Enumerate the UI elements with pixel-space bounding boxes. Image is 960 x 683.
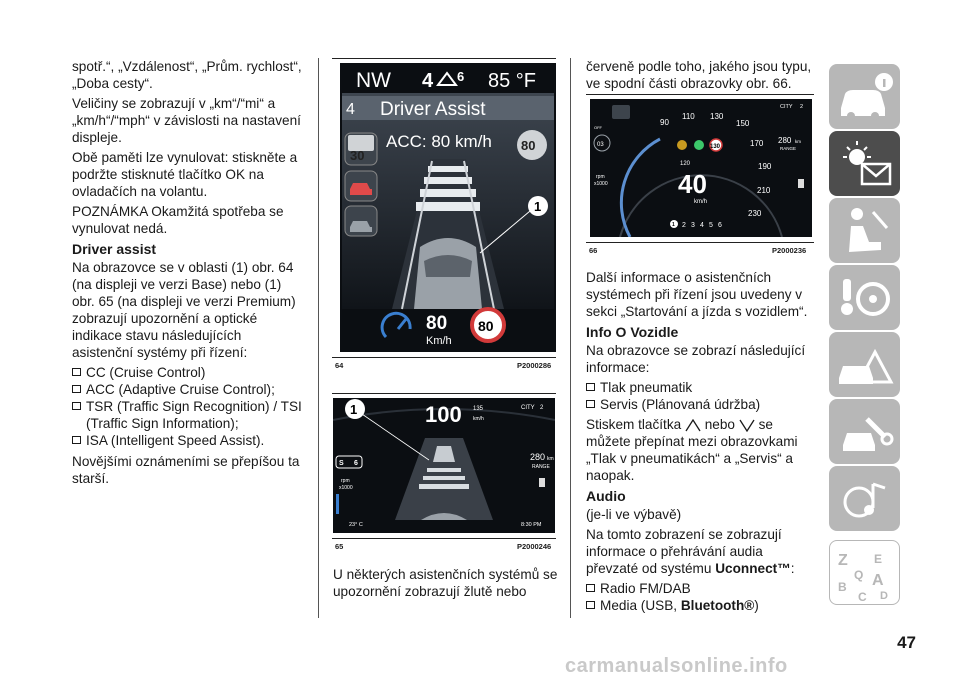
paragraph: Veličiny se zobrazují v „km“/“mi“ a „km/h“/“mph“ v závislosti na nastavení displeje. — [72, 96, 301, 145]
svg-text:B: B — [838, 580, 847, 594]
list-item: TSR (Traffic Sign Recognition) / TSI (Traffic Sign Information); — [72, 398, 304, 432]
page-number: 47 — [897, 633, 916, 652]
svg-text:130: 130 — [710, 112, 724, 121]
svg-text:210: 210 — [757, 186, 771, 195]
list-item: Tlak pneumatik — [586, 379, 818, 396]
paragraph: Na obrazovce se v oblasti (1) obr. 64 (na displeji ve verzi Base) nebo (1) obr. 65 (na displeji ve verzi Premium) zobrazují upozornění a optické indikace stavu následujících asistenční systémy při řízení: — [72, 260, 296, 360]
figure-code: P2000286 — [517, 361, 552, 370]
svg-text:E: E — [874, 552, 883, 566]
svg-text:280: 280 — [778, 136, 792, 145]
paragraph: červeně podle toho, jakého jsou typu, ve spodní části obrazovky obr. 66. — [586, 59, 812, 91]
svg-text:120: 120 — [680, 161, 691, 167]
paragraph: Obě paměti lze vynulovat: stiskněte a podržte stisknuté tlačítko OK na ovladačích na volantu. — [72, 150, 298, 199]
outside-temperature: 85 °F — [488, 70, 537, 92]
list-item: Radio FM/DAB — [586, 580, 818, 597]
tab-emergency[interactable] — [829, 332, 900, 397]
arrow-up-button-icon — [685, 419, 701, 432]
bullet-box-icon — [72, 385, 81, 393]
svg-text:km: km — [547, 456, 554, 462]
warning-icon — [677, 140, 687, 150]
svg-text:RANGE: RANGE — [532, 464, 550, 470]
bullet-box-icon — [586, 584, 595, 592]
right-column-bottom — [586, 269, 818, 614]
gear-indicator: 4 — [422, 70, 434, 92]
svg-text:6: 6 — [457, 69, 465, 84]
index-letters-icon — [830, 541, 901, 606]
svg-text:110: 110 — [682, 112, 695, 121]
paragraph: Další informace o asistenčních systémech při řízení jsou uvedeny v sekci „Startování a jízda s vozidlem“. — [586, 270, 808, 319]
figure-number: 65 — [335, 542, 344, 551]
list-item: CC (Cruise Control) — [72, 364, 304, 381]
paragraph: Na obrazovce se zobrazí následující informace: — [586, 343, 806, 375]
figure-number: 64 — [335, 361, 344, 370]
paragraph: Novějšími oznámeními se přepíšou ta starší. — [72, 454, 300, 486]
svg-text:03: 03 — [597, 142, 604, 148]
heading-audio: Audio — [586, 488, 626, 504]
paragraph: POZNÁMKA Okamžitá spotřeba se vynulovat nedá. — [72, 204, 284, 236]
figure-64-driver-assist-display — [340, 63, 556, 352]
list-item: Media (USB, Bluetooth®) — [586, 597, 818, 614]
acc-setting: ACC: 80 km/h — [386, 132, 492, 151]
wrench-car-icon — [829, 399, 900, 464]
cruise-icon — [694, 140, 704, 150]
speed-limit-right: 80 — [521, 138, 536, 153]
svg-text:Q: Q — [854, 568, 864, 582]
svg-text:S: S — [339, 460, 344, 467]
figure-rule — [586, 94, 814, 95]
svg-text:90: 90 — [660, 118, 669, 127]
car-warning-triangle-icon — [829, 332, 900, 397]
list-item: Servis (Plánovaná údržba) — [586, 396, 818, 413]
column-divider — [318, 58, 319, 618]
svg-text:2: 2 — [800, 104, 804, 110]
svg-text:8:30 PM: 8:30 PM — [521, 522, 542, 528]
svg-text:2: 2 — [540, 405, 544, 411]
svg-text:km/h: km/h — [473, 416, 484, 422]
svg-text:rpm: rpm — [341, 478, 350, 484]
svg-text:6: 6 — [354, 460, 358, 467]
fuel-pump-icon — [798, 179, 804, 188]
svg-text:km: km — [795, 139, 801, 144]
bullet-box-icon — [586, 400, 595, 408]
figure-rule — [332, 538, 556, 539]
list-item: ISA (Intelligent Speed Assist). — [72, 432, 304, 449]
svg-text:RANGE: RANGE — [780, 146, 797, 151]
figure-66-svg — [590, 99, 812, 237]
bullet-box-icon — [586, 601, 595, 609]
figure-rule — [332, 58, 556, 59]
bullet-box-icon — [72, 436, 81, 444]
list-item: ACC (Adaptive Cruise Control); — [72, 381, 304, 398]
tab-safety[interactable] — [829, 198, 900, 263]
svg-text:x1000: x1000 — [594, 181, 608, 187]
svg-text:D: D — [880, 590, 888, 602]
svg-text:1: 1 — [672, 222, 675, 228]
bullet-box-icon — [72, 402, 81, 410]
svg-text:A: A — [872, 572, 884, 589]
svg-text:23° C: 23° C — [349, 522, 363, 528]
svg-text:280: 280 — [530, 452, 546, 462]
svg-text:190: 190 — [758, 162, 772, 171]
car-info-icon — [829, 64, 900, 129]
svg-text:4: 4 — [346, 101, 355, 118]
fuel-pump-icon — [539, 478, 545, 487]
paragraph: (je-li ve výbavě) — [586, 507, 682, 522]
svg-text:5: 5 — [709, 222, 713, 229]
svg-text:Km/h: Km/h — [426, 335, 452, 347]
warning-light-envelope-icon — [829, 131, 900, 196]
figure-65-svg — [333, 398, 555, 533]
seat-airbag-icon — [829, 198, 900, 263]
figure-64-svg — [340, 63, 556, 352]
speed-limit-sign: 130 — [710, 144, 721, 150]
set-speed: 80 — [426, 313, 448, 334]
svg-text:Z: Z — [838, 552, 848, 569]
svg-text:CITY: CITY — [780, 104, 793, 110]
figure-code: P2000236 — [772, 246, 807, 255]
speed-sign: 80 — [478, 318, 494, 334]
figure-66-gauge-display — [590, 99, 812, 237]
screen-title: Driver Assist — [380, 99, 486, 120]
svg-text:x1000: x1000 — [339, 485, 353, 491]
svg-text:135: 135 — [473, 406, 484, 412]
digital-speed: 100 — [425, 402, 462, 427]
tab-maintenance[interactable] — [829, 399, 900, 464]
heading-info-vozidle: Info O Vozidle — [586, 324, 679, 340]
digital-speed: 40 — [678, 169, 707, 199]
paragraph: Na tomto zobrazení se zobrazují informace o přehrávání audia převzaté od systému Uconnect™: — [586, 527, 795, 576]
right-column-top — [586, 58, 816, 95]
left-column — [72, 58, 304, 490]
svg-text:C: C — [858, 590, 867, 604]
figure-65-premium-display — [333, 398, 555, 533]
svg-text:CITY: CITY — [521, 405, 535, 411]
bullet-box-icon — [586, 383, 595, 391]
svg-text:6: 6 — [718, 222, 722, 229]
arrow-down-button-icon — [739, 419, 755, 432]
svg-text:150: 150 — [736, 119, 750, 128]
middle-column-text — [333, 566, 561, 603]
callout-1: 1 — [534, 199, 542, 214]
paragraph: spotř.“, „Vzdálenost“, „Prům. rychlost“, „Doba cesty“. — [72, 59, 302, 91]
watermark: carmanualsonline.info — [565, 655, 788, 677]
tab-starting-driving[interactable] — [829, 265, 900, 330]
figure-code: P2000246 — [517, 542, 552, 551]
figure-rule — [332, 393, 556, 394]
paragraph: U některých asistenčních systémů se upozornění zobrazují žlutě nebo — [333, 567, 558, 599]
paragraph: Stiskem tlačítka nebo se můžete přepínat mezi obrazovkami „Tlak v pneumatikách“ a „Servis“ a naopak. — [586, 417, 798, 483]
speed-limit-left: 30 — [350, 148, 365, 163]
figure-rule — [332, 357, 556, 358]
heading-driver-assist: Driver assist — [72, 241, 157, 257]
svg-text:4: 4 — [700, 222, 704, 229]
figure-rule — [586, 242, 814, 243]
svg-text:OFF: OFF — [594, 125, 602, 130]
svg-text:170: 170 — [750, 139, 764, 148]
column-divider — [570, 58, 571, 618]
music-media-icon — [829, 466, 900, 531]
svg-text:km/h: km/h — [694, 199, 708, 205]
callout-1: 1 — [350, 402, 358, 417]
svg-text:rpm: rpm — [596, 174, 605, 180]
figure-number: 66 — [589, 246, 598, 255]
svg-text:230: 230 — [748, 209, 762, 218]
tab-index[interactable] — [829, 540, 900, 605]
svg-text:3: 3 — [691, 222, 695, 229]
compass-heading: NW — [356, 69, 391, 92]
tab-multimedia[interactable] — [829, 466, 900, 531]
key-steering-wheel-icon — [829, 265, 900, 330]
svg-text:2: 2 — [682, 222, 686, 229]
tab-warning-lights-messages[interactable] — [829, 131, 900, 196]
tab-car-info[interactable] — [829, 64, 900, 129]
bullet-box-icon — [72, 368, 81, 376]
